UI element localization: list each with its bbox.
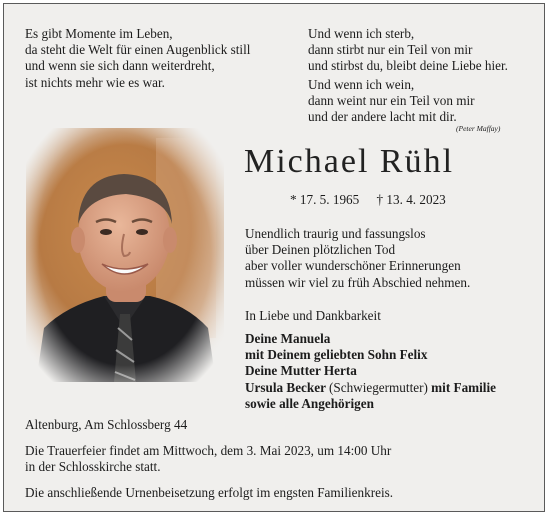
quote-line: da steht die Welt für einen Augenblick still [25,42,251,58]
poem-line: und der andere lacht mit dir. [308,109,457,125]
grief-text [245,226,470,291]
mourners-list [245,331,496,412]
poem-line: Und wenn ich wein, [308,77,415,92]
funeral-notice [25,443,391,475]
poem-line: Und wenn ich sterb, [308,26,415,41]
grief-line: müssen wir viel zu früh Abschied nehmen. [245,274,471,290]
mourner-line: Deine Manuela [245,331,331,346]
quote-line: und wenn sie sich dann weiterdreht, [25,58,215,74]
urn-note: Die anschließende Urnenbeisetzung erfolgt im engsten Familienkreis. [25,485,394,500]
quote-line: Es gibt Momente im Leben, [25,26,173,41]
poem-author: (Peter Maffay) [456,124,501,133]
life-dates [290,192,446,208]
mourner-family: mit Familie [431,379,496,395]
poem-line: dann stirbt nur ein Teil von mir [308,42,473,58]
obituary-card [3,3,545,512]
grief-line: Unendlich traurig und fassungslos [245,226,426,241]
poem-line: und stirbst du, bleibt deine Liebe hier. [308,58,508,74]
mourner-line [245,380,496,396]
mourner-line: mit Deinem geliebten Sohn Felix [245,347,428,363]
opening-quote [25,26,250,91]
mourner-line: Deine Mutter Herta [245,363,357,379]
grief-line: aber voller wunderschöner Erinnerungen [245,258,461,274]
funeral-line: Die Trauerfeier findet am Mittwoch, dem 3. Mai 2023, um 14:00 Uhr [25,443,392,458]
quote-line: ist nichts mehr wie es war. [25,74,165,90]
poem-stanza-2 [308,77,475,126]
mourner-line: sowie alle Angehörigen [245,395,374,411]
portrait-photo [26,128,224,382]
mourner-relation: (Schwiegermutter) [329,379,428,395]
poem-line: dann weint nur ein Teil von mir [308,93,475,109]
funeral-line: in der Schlosskirche statt. [25,459,161,475]
mourner-name: Ursula Becker [245,379,326,395]
address: Altenburg, Am Schlossberg 44 [25,417,188,432]
grief-line: über Deinen plötzlichen Tod [245,242,396,258]
poem-stanza-1 [308,26,508,75]
deceased-name: Michael Rühl [244,143,455,180]
death-date: † 13. 4. 2023 [376,192,446,207]
love-line: In Liebe und Dankbarkeit [245,308,381,323]
birth-date: * 17. 5. 1965 [290,192,360,207]
